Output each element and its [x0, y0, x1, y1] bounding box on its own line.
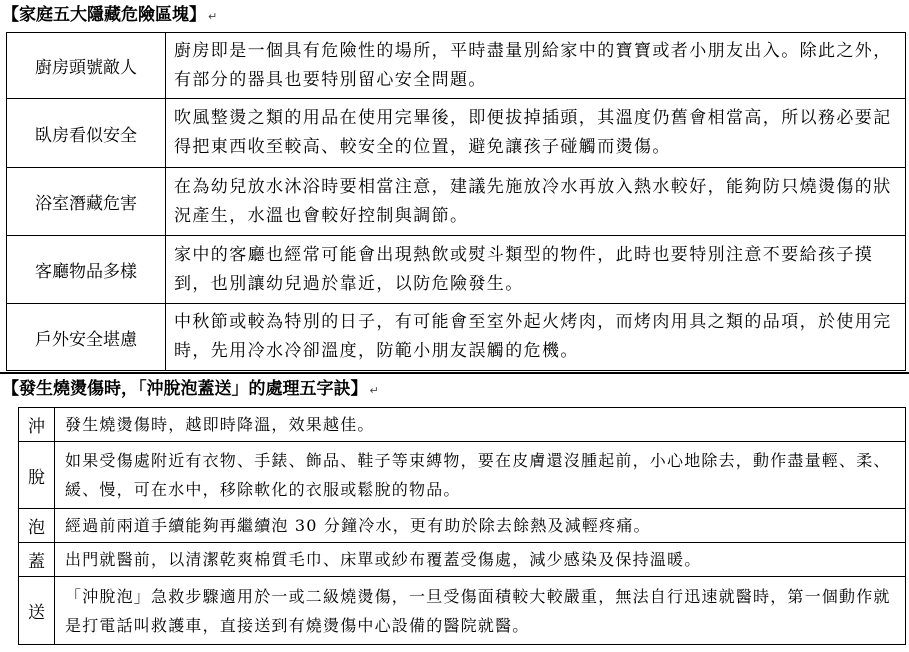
- zone-label: 戶外安全堪慮: [7, 304, 166, 371]
- zone-text: 在為幼兒放水沐浴時要相當注意，建議先施放冷水再放入熱水較好，能夠防只燒燙傷的狀況產生，水溫也會較好控制與調節。: [166, 168, 906, 236]
- danger-zones-table: [6, 32, 906, 371]
- step-text: 發生燒燙傷時，越即時降溫，效果越佳。: [55, 408, 906, 442]
- table-row: [19, 442, 906, 509]
- paragraph-mark-icon: ↵: [208, 10, 218, 23]
- step-char: 沖: [19, 408, 55, 442]
- table-row: [7, 304, 906, 371]
- step-char: 蓋: [19, 543, 55, 577]
- table-row: [19, 577, 906, 645]
- zone-label: 客廳物品多樣: [7, 236, 166, 304]
- section2-title: 【發生燒燙傷時，「沖脫泡蓋送」的處理五字訣】: [2, 379, 368, 399]
- section2-heading: [2, 379, 379, 401]
- step-char: 送: [19, 577, 55, 645]
- table-row: [7, 99, 906, 168]
- section1-heading: [2, 5, 217, 27]
- zone-label: 浴室潛藏危害: [7, 168, 166, 236]
- zone-text: 家中的客廳也經常可能會出現熱飲或熨斗類型的物件，此時也要特別注意不要給孩子摸到，也別讓幼兒過於靠近，以防危險發生。: [166, 236, 906, 304]
- table-row: [7, 236, 906, 304]
- table-row: [7, 33, 906, 99]
- section1-title: 【家庭五大隱藏危險區塊】: [2, 5, 206, 25]
- step-text: 出門就醫前，以清潔乾爽棉質毛巾、床單或紗布覆蓋受傷處，減少感染及保持溫暖。: [55, 543, 906, 577]
- zone-label: 臥房看似安全: [7, 99, 166, 168]
- paragraph-mark-icon: ↵: [369, 384, 379, 397]
- zone-text: 廚房即是一個具有危險性的場所，平時盡量別給家中的寶寶或者小朋友出入。除此之外，有部分的器具也要特別留心安全問題。: [166, 33, 906, 99]
- first-aid-table: [18, 407, 906, 645]
- section-divider: [0, 372, 909, 374]
- zone-text: 中秋節或較為特別的日子，有可能會至室外起火烤肉，而烤肉用具之類的品項，於使用完時，先用冷水冷卻溫度，防範小朋友誤觸的危機。: [166, 304, 906, 371]
- step-text: 如果受傷處附近有衣物、手錶、飾品、鞋子等束縛物，要在皮膚還沒腫起前，小心地除去，動作盡量輕、柔、緩、慢，可在水中，移除軟化的衣服或鬆脫的物品。: [55, 442, 906, 509]
- zone-text: 吹風整燙之類的用品在使用完畢後，即便拔掉插頭，其溫度仍舊會相當高，所以務必要記得把東西收至較高、較安全的位置，避免讓孩子碰觸而燙傷。: [166, 99, 906, 168]
- table-row: [7, 168, 906, 236]
- table-row: [19, 509, 906, 543]
- zone-label: 廚房頭號敵人: [7, 33, 166, 99]
- step-char: 泡: [19, 509, 55, 543]
- table-row: [19, 543, 906, 577]
- step-text: 「沖脫泡」急救步驟適用於一或二級燒燙傷，一旦受傷面積較大較嚴重，無法自行迅速就醫時，第一個動作就是打電話叫救護車，直接送到有燒燙傷中心設備的醫院就醫。: [55, 577, 906, 645]
- step-text: 經過前兩道手續能夠再繼續泡 30 分鐘冷水，更有助於除去餘熱及減輕疼痛。: [55, 509, 906, 543]
- step-char: 脫: [19, 442, 55, 509]
- table-row: [19, 408, 906, 442]
